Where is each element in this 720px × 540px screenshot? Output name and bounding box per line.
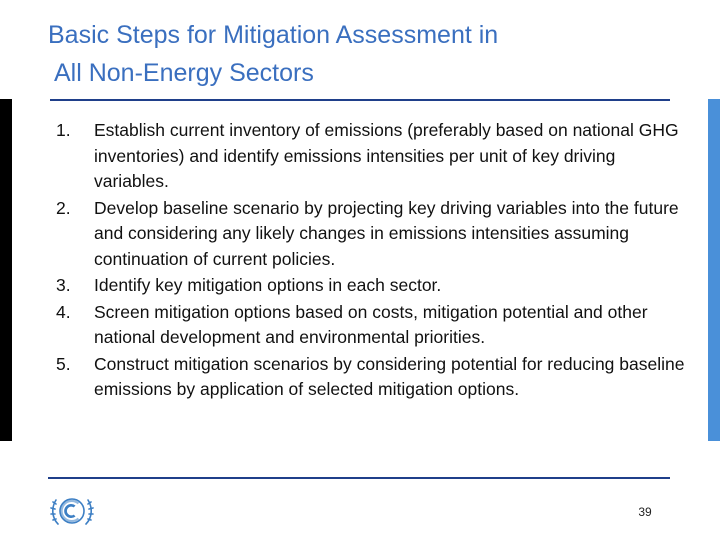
step-text: Develop baseline scenario by projecting key driving variables into the future and considering any likely changes in emissions intensities assuming continuation of current policies.	[94, 197, 679, 269]
unfccc-logo-icon	[48, 490, 96, 532]
list-item	[56, 196, 686, 273]
steps-list	[56, 118, 686, 404]
step-number: 1.	[56, 120, 71, 140]
list-item	[56, 118, 686, 195]
step-text: Construct mitigation scenarios by considering potential for reducing baseline emissions by application of selected mitigation options.	[94, 353, 685, 399]
unfccc-logo-graphic	[48, 490, 96, 532]
step-number: 4.	[56, 301, 71, 322]
footer-divider	[48, 477, 670, 479]
page-number: 39	[638, 505, 652, 519]
left-accent-bar	[0, 99, 12, 441]
list-item	[56, 273, 686, 299]
slide-title-line-2: All Non-Energy Sectors	[54, 59, 314, 87]
step-text: Screen mitigation options based on costs, mitigation potential and other national development and environmental priorities.	[94, 301, 648, 347]
step-text: Establish current inventory of emissions (preferably based on national GHG inventories) and identify emissions intensities per unit of key driving variables.	[94, 120, 679, 191]
slide-title	[48, 16, 668, 92]
list-item	[56, 352, 686, 403]
list-item	[56, 300, 686, 351]
step-number: 3.	[56, 275, 71, 295]
step-number: 5.	[56, 353, 71, 374]
slide-title-line-1: Basic Steps for Mitigation Assessment in	[48, 21, 499, 49]
title-divider	[50, 99, 670, 101]
step-text: Identify key mitigation options in each sector.	[94, 275, 442, 295]
step-number: 2.	[56, 197, 71, 218]
right-accent-bar	[708, 99, 720, 441]
